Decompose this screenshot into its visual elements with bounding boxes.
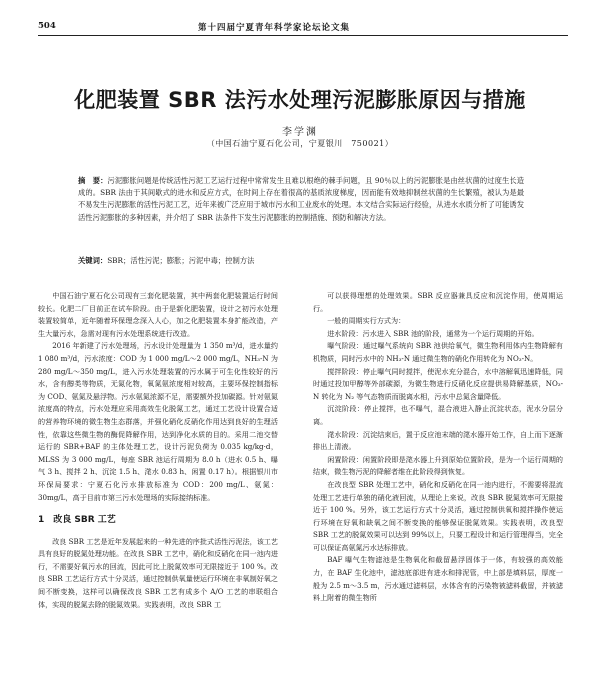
- section-heading: 1 改良 SBR 工艺: [38, 515, 116, 526]
- paragraph: BAF 曝气生物滤池是生物氧化和截留悬浮固体于一体，有较强的高效能力，在 BAF 生化池中，滤池底部进有进水和排泥管，中上部是填料层，厚度一般为 2.5 m～3.5 m，污水通过滤料层，水体含有的污染物被滤料截留，并被滤料上附着的微生物所: [313, 555, 563, 603]
- affiliation: （中国石油宁夏石化公司，宁夏银川 750021）: [206, 139, 394, 148]
- paragraph: 可以获得理想的处理效果。SBR 反应器兼具反应和沉淀作用，使周期运行。: [313, 291, 563, 313]
- header-rule: [38, 35, 568, 36]
- keywords-text: SBR；活性污泥；膨胀；污泥中毒；控制方法: [107, 256, 255, 265]
- paragraph: 搅拌阶段：停止曝气同时搅拌，使泥水充分混合，水中溶解氧迅速降低，同时通过投加甲醇等外部碳源，为微生物进行反硝化反应提供易降解基质，NO₃-N 转化为 N₂ 等气态物质而脱离水相，污水中总氮含量降低。: [313, 366, 563, 401]
- right-column: [313, 290, 563, 695]
- left-column: [38, 290, 278, 695]
- page-number: 504: [38, 21, 56, 31]
- journal-name: 第十四届宁夏青年科学家论坛论文集: [198, 23, 351, 33]
- abstract: [78, 175, 524, 224]
- paragraph: 中国石油宁夏石化公司现有三套化肥装置，其中两套化肥装置运行时间较长。化肥二厂目前正在试车阶段。由于是新化肥装置，设计之初污水处理装置较简单，近年随着环保理念深入人心，加之化肥装置本身扩能改造，产生大量污水，急需对现有污水处理系统进行改造。: [38, 291, 278, 338]
- paragraph: 进水阶段：污水进入 SBR 池的阶段，通常为一个运行周期的开始。: [327, 328, 539, 338]
- paper-title: 化肥装置 SBR 法污水处理污泥膨胀原因与措施: [74, 88, 526, 112]
- paragraph: 曝气阶段：通过曝气系统向 SBR 池供给氧气，微生物利用体内生物降解有机物质，同时污水中的 NH₃-N 通过微生物的硝化作用转化为 NO₃-N。: [313, 341, 563, 363]
- keywords-label: 关键词：: [78, 256, 108, 265]
- abstract-label: 摘 要：: [78, 176, 108, 185]
- keywords: [78, 255, 524, 267]
- abstract-text: 污泥膨胀问题是传统活性污泥工艺运行过程中常常发生且难以根绝的棘手问题，且 90％以上的污泥膨胀是由丝状菌的过度生长造成的。SBR 法由于其间歇式的进水和反应方式，在时间上存在着很高的基质浓度梯度，因而能有效地抑制丝状菌的生长繁殖，被认为是最不易发生污泥膨胀的活性污泥工艺，近年来被广泛应用于城市污水和工业废水的处理。本文结合实际运行经验，从进水水质分析了可能诱发活性污泥膨胀的多种因素，并介绍了 SBR 法条件下发生污泥膨胀的控制措施、预防和解决方法。: [78, 176, 524, 222]
- paragraph: 一般的周期实行方式为：: [327, 316, 406, 326]
- paragraph: 在改良型 SBR 处理工艺中，硝化和反硝化在同一池内进行，不需要将混流处理工艺进行单独的硝化液回流，从理论上来说，改良 SBR 脱氮效率可无限接近于 100 %。另外，该工艺运行方式十分灵活，通过控制供氧和搅拌操作使运行环境在好氧和缺氧之间不断变换的能够保证脱氮效果。实践表明，改良型 SBR 工艺的脱氮效果可以达到 99%以上，只要工程设计和运行管理得当，完全可以保证高氨氮污水达标排放。: [313, 479, 563, 552]
- running-header: [38, 18, 568, 36]
- paragraph: 沉淀阶段：停止搅拌，也不曝气，混合液进入静止沉淀状态，泥水分层分离。: [313, 404, 563, 426]
- paragraph: 闲置阶段：闲置阶段即是滗水器上升到原始位置阶段，是为一个运行周期的结束，微生物污泥的降解者维在此阶段得到恢复。: [313, 454, 563, 477]
- paragraph: 2016 年新建了污水处理场，污水设计处理量为 1 350 m³/d，进水量约 1 080 m³/d，污水浓度：COD 为 1 000 mg/L～2 000 mg/L，NH₃-N 为 280 mg/L～350 mg/L，进入污水处理装置的污水属于可生化性较好的污水，含有醇类等物质，无氮化物，氧氮氨浓度相对较高，主要环保控制指标为 COD、氨氮及悬浮物。污水氨氮浓源不足，需要额外投加碳源。针对氨氮浓度高的特点，污水处理应采用高效生化脱氮工艺，通过工艺设计设置合适的营养物环境的微生物生态群落，并强化硝化反硝化作用达到良好的生理活性，依靠这些微生物的酶促降解作用，达到净化水质的目的。采用二池交替运行的 SBR+BAF 的主体处理工艺，设计污泥负荷为 0.035 kg/kg·d，MLSS 为 3 000 mg/L，每座 SBR 池运行周期为 8.0 h（进水 0.5 h、曝气 3 h、搅拌 2 h、沉淀 1.5 h、滗水 0.83 h、闲置 0.17 h）。根据银川市环保局要求：宁夏石化污水排放标准为 COD：200 mg/L、氨氮：30mg/L，高于目前市第三污水处理场的实际接纳标准。: [38, 341, 278, 502]
- author: 李学渊: [282, 127, 318, 138]
- paragraph: 改良 SBR 工艺是近年发展起来的一种先进的序批式活性污泥法，该工艺具有良好的脱氮处理功能。在改良 SBR 工艺中，硝化和反硝化在同一池内进行，不需要好氧污水的回流，因此可比上脱氮效率可无限接近于 100 %。改良 SBR 工艺运行方式十分灵活，通过控制供氧量使运行环境在非氧制好氧之间不断变换，这样可以确保改良 SBR 工艺有成多个 A/O 工艺的串联组合体，实现的脱氮去除的脱氮效果。实践表明，改良 SBR 工: [38, 536, 278, 609]
- paragraph: 滗水阶段：沉淀结束后，置于反应池末端的滗水器开始工作，自上而下逐渐排出上清液。: [313, 429, 563, 452]
